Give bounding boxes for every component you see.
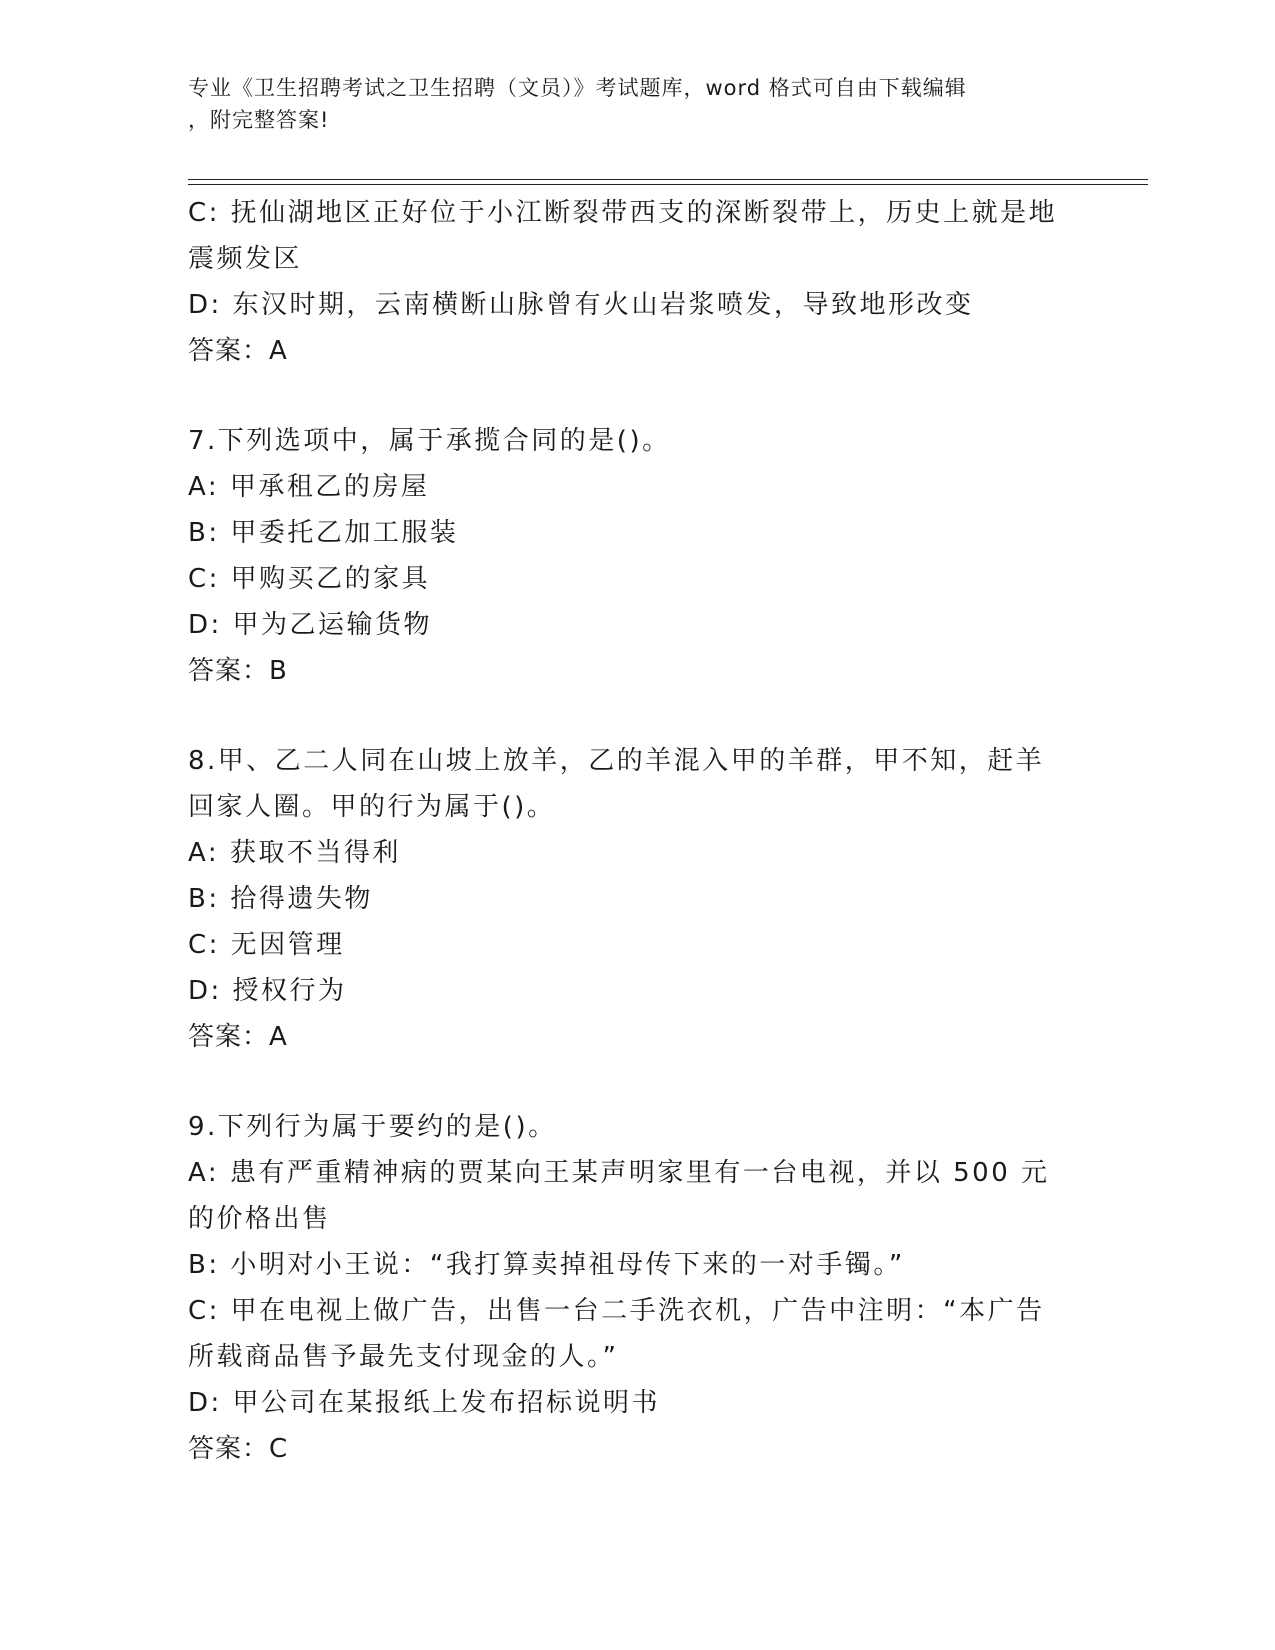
option-c: C: 甲购买乙的家具 bbox=[188, 564, 431, 594]
option-c: C: 抚仙湖地区正好位于小江断裂带西支的深断裂带上，历史上就是地震频发区 bbox=[188, 198, 1058, 274]
question-content bbox=[188, 190, 1068, 1472]
question-9 bbox=[188, 1104, 1068, 1472]
question-text: 7.下列选项中，属于承揽合同的是()。 bbox=[188, 426, 671, 456]
option-d: D: 东汉时期，云南横断山脉曾有火山岩浆喷发，导致地形改变 bbox=[188, 290, 974, 320]
question-text: 8.甲、乙二人同在山坡上放羊，乙的羊混入甲的羊群，甲不知，赶羊回家人圈。甲的行为属于()。 bbox=[188, 746, 1045, 822]
option-b: B: 拾得遗失物 bbox=[188, 884, 373, 914]
answer-label: 答案：A bbox=[188, 1022, 288, 1052]
option-a: A: 患有严重精神病的贾某向王某声明家里有一台电视，并以 500 元的价格出售 bbox=[188, 1158, 1050, 1234]
option-b: B: 小明对小王说：“我打算卖掉祖母传下来的一对手镯。” bbox=[188, 1250, 905, 1280]
spacer bbox=[188, 694, 1068, 738]
header-divider-bottom bbox=[188, 184, 1148, 185]
option-d: D: 甲为乙运输货物 bbox=[188, 610, 433, 640]
option-a: A: 甲承租乙的房屋 bbox=[188, 472, 430, 502]
answer-label: 答案：B bbox=[188, 656, 288, 686]
option-c: C: 甲在电视上做广告，出售一台二手洗衣机，广告中注明：“本广告所载商品售予最先支付现金的人。” bbox=[188, 1296, 1045, 1372]
document-header bbox=[188, 72, 1068, 136]
option-a: A: 获取不当得利 bbox=[188, 838, 401, 868]
header-line-2: ，附完整答案! bbox=[188, 108, 330, 132]
header-line-1: 专业《卫生招聘考试之卫生招聘（文员）》考试题库，word 格式可自由下载编辑 bbox=[188, 76, 967, 100]
option-d: D: 甲公司在某报纸上发布招标说明书 bbox=[188, 1388, 661, 1418]
question-7 bbox=[188, 418, 1068, 694]
option-c: C: 无因管理 bbox=[188, 930, 345, 960]
question-6-tail bbox=[188, 190, 1068, 374]
option-d: D: 授权行为 bbox=[188, 976, 347, 1006]
header-divider-top bbox=[188, 179, 1148, 180]
spacer bbox=[188, 1060, 1068, 1104]
question-8 bbox=[188, 738, 1068, 1060]
answer-label: 答案：C bbox=[188, 1434, 289, 1464]
spacer bbox=[188, 374, 1068, 418]
question-text: 9.下列行为属于要约的是()。 bbox=[188, 1112, 557, 1142]
answer-label: 答案：A bbox=[188, 336, 288, 366]
option-b: B: 甲委托乙加工服装 bbox=[188, 518, 459, 548]
